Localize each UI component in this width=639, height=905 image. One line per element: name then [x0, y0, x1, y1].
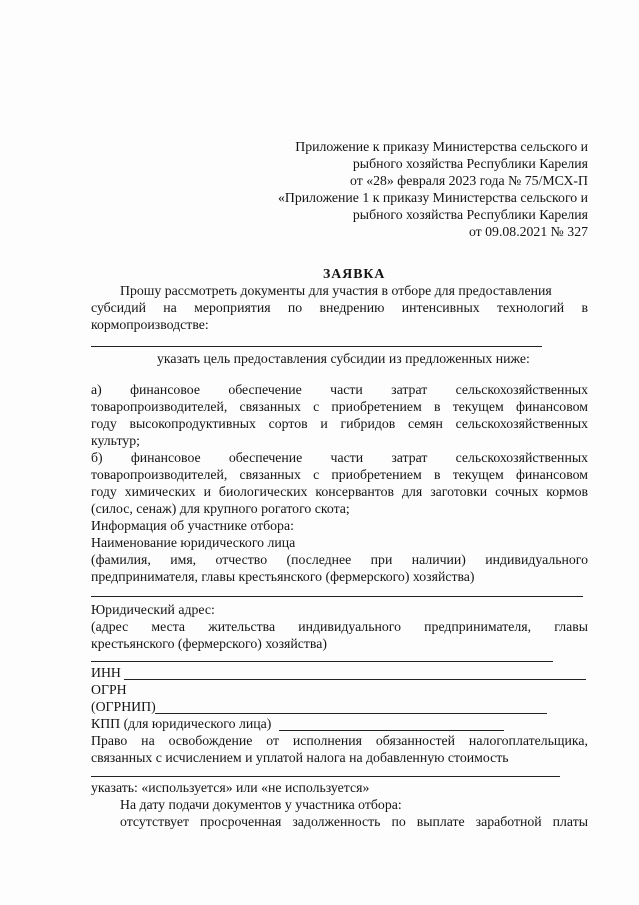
option-a-line-4: культур; [91, 433, 140, 448]
address-label: Юридический адрес: [91, 602, 215, 617]
ogrnip-blank-line[interactable] [155, 713, 547, 714]
vat-line-1: Право на освобождение от исполнения обязанностей налогоплательщика, [91, 733, 588, 748]
header-line-5: рыбного хозяйства Республики Карелия [352, 207, 588, 222]
option-a-line-2: товаропроизводителей, связанных с приобретением в текущем финансовом [91, 399, 588, 414]
vat-blank-line[interactable] [91, 776, 560, 777]
intro-line-3: кормопроизводстве: [91, 317, 209, 332]
ogrnip-label: (ОГРНИП) [91, 699, 156, 714]
vat-hint: указать: «используется» или «не используется» [91, 780, 370, 795]
purpose-hint: указать цель предоставления субсидии из предложенных ниже: [157, 351, 530, 366]
debt-text: отсутствует просроченная задолженность по выплате заработной платы [120, 814, 588, 829]
kpp-label: КПП (для юридического лица) [91, 716, 272, 731]
inn-label: ИНН [91, 665, 121, 680]
document-title: ЗАЯВКА [323, 266, 386, 281]
option-b-line-3: году химических и биологических консервантов для заготовки сочных кормов [91, 484, 588, 499]
header-line-6: от 09.08.2021 № 327 [468, 224, 588, 239]
name-hint-line-2: предпринимателя, главы крестьянского (фермерского) хозяйства) [91, 569, 475, 584]
ogrn-label: ОГРН [91, 682, 127, 697]
name-hint-line-1: (фамилия, имя, отчество (последнее при наличии) индивидуального [91, 552, 588, 567]
header-line-1: Приложение к приказу Министерства сельского и [295, 139, 588, 154]
header-line-2: рыбного хозяйства Республики Карелия [352, 156, 588, 171]
option-a-line-1: а) финансовое обеспечение части затрат сельскохозяйственных [91, 382, 588, 397]
date-text: На дату подачи документов у участника отбора: [120, 797, 402, 812]
name-label: Наименование юридического лица [91, 535, 296, 550]
header-line-3: от «28» февраля 2023 года № 75/МСХ-П [350, 173, 588, 188]
purpose-blank-line[interactable] [91, 346, 542, 347]
option-b-line-2: товаропроизводителей, связанных с приобретением в текущем финансовом [91, 467, 588, 482]
participant-info-label: Информация об участнике отбора: [91, 518, 294, 533]
inn-blank-line[interactable] [124, 679, 586, 680]
vat-line-2: связанных с исчислением и уплатой налога на добавленную стоимость [91, 750, 509, 765]
option-a-line-3: году высокопродуктивных сортов и гибридов семян сельскохозяйственных [91, 416, 588, 431]
option-b-line-1: б) финансовое обеспечение части затрат сельскохозяйственных [91, 450, 588, 465]
intro-line-1: Прошу рассмотреть документы для участия в отборе для предоставления [120, 283, 552, 298]
address-hint-line-1: (адрес места жительства индивидуального предпринимателя, главы [91, 619, 588, 634]
kpp-blank-line[interactable] [279, 730, 504, 731]
option-b-line-4: (силос, сенаж) для крупного рогатого скота; [91, 501, 350, 516]
header-line-4: «Приложение 1 к приказу Министерства сельского и [277, 190, 588, 205]
address-blank-line[interactable] [91, 661, 553, 662]
intro-line-2: субсидий на мероприятия по внедрению интенсивных технологий в [91, 300, 588, 315]
name-blank-line[interactable] [91, 596, 583, 597]
address-hint-line-2: крестьянского (фермерского) хозяйства) [91, 636, 327, 651]
